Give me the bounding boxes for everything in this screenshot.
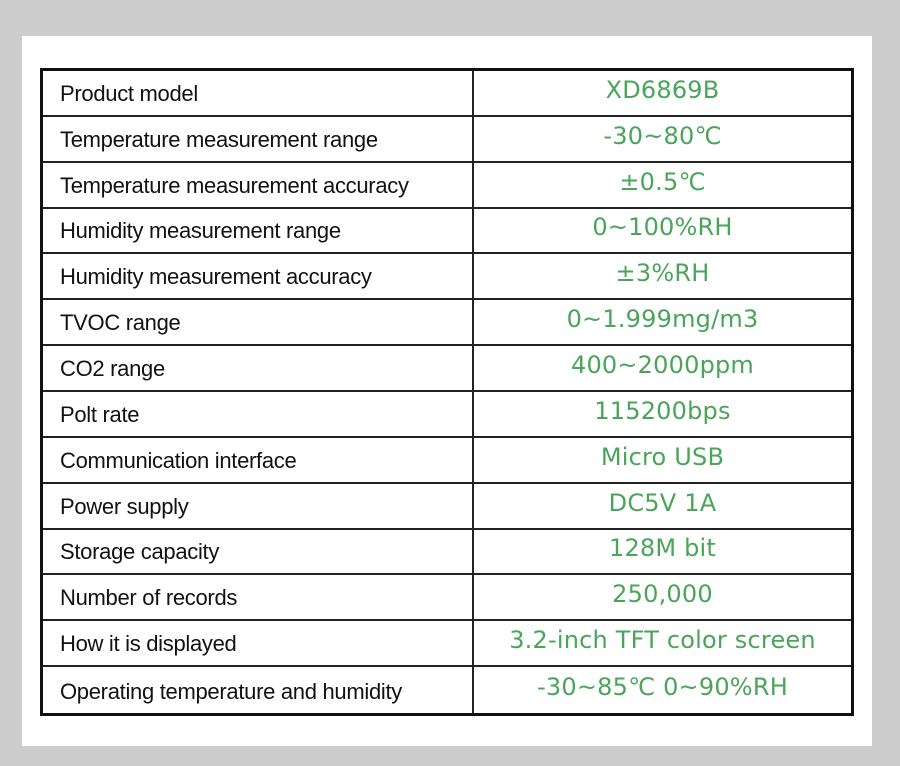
spec-label-operating-conditions: Operating temperature and humidity xyxy=(43,667,474,713)
spec-label-power-supply: Power supply xyxy=(43,484,474,530)
spec-table xyxy=(40,68,854,716)
spec-value-storage-capacity: 128M bit xyxy=(474,530,851,576)
spec-label-number-of-records: Number of records xyxy=(43,575,474,621)
spec-label-humidity-range: Humidity measurement range xyxy=(43,209,474,255)
spec-label-storage-capacity: Storage capacity xyxy=(43,530,474,576)
spec-label-tvoc-range: TVOC range xyxy=(43,300,474,346)
spec-value-product-model: XD6869B xyxy=(474,71,851,117)
spec-value-number-of-records: 250,000 xyxy=(474,575,851,621)
spec-label-display: How it is displayed xyxy=(43,621,474,667)
spec-label-co2-range: CO2 range xyxy=(43,346,474,392)
spec-label-temperature-accuracy: Temperature measurement accuracy xyxy=(43,163,474,209)
spec-label-humidity-accuracy: Humidity measurement accuracy xyxy=(43,254,474,300)
spec-label-product-model: Product model xyxy=(43,71,474,117)
spec-label-polt-rate: Polt rate xyxy=(43,392,474,438)
spec-value-temperature-range: -30~80℃ xyxy=(474,117,851,163)
spec-value-humidity-accuracy: ±3%RH xyxy=(474,254,851,300)
spec-value-communication-interface: Micro USB xyxy=(474,438,851,484)
spec-value-humidity-range: 0~100%RH xyxy=(474,209,851,255)
spec-value-display: 3.2-inch TFT color screen xyxy=(474,621,851,667)
spec-value-co2-range: 400~2000ppm xyxy=(474,346,851,392)
spec-value-power-supply: DC5V 1A xyxy=(474,484,851,530)
spec-label-communication-interface: Communication interface xyxy=(43,438,474,484)
spec-value-temperature-accuracy: ±0.5℃ xyxy=(474,163,851,209)
spec-label-temperature-range: Temperature measurement range xyxy=(43,117,474,163)
spec-value-polt-rate: 115200bps xyxy=(474,392,851,438)
spec-value-operating-conditions: -30~85℃ 0~90%RH xyxy=(537,673,788,702)
spec-value-tvoc-range: 0~1.999mg/m3 xyxy=(474,300,851,346)
